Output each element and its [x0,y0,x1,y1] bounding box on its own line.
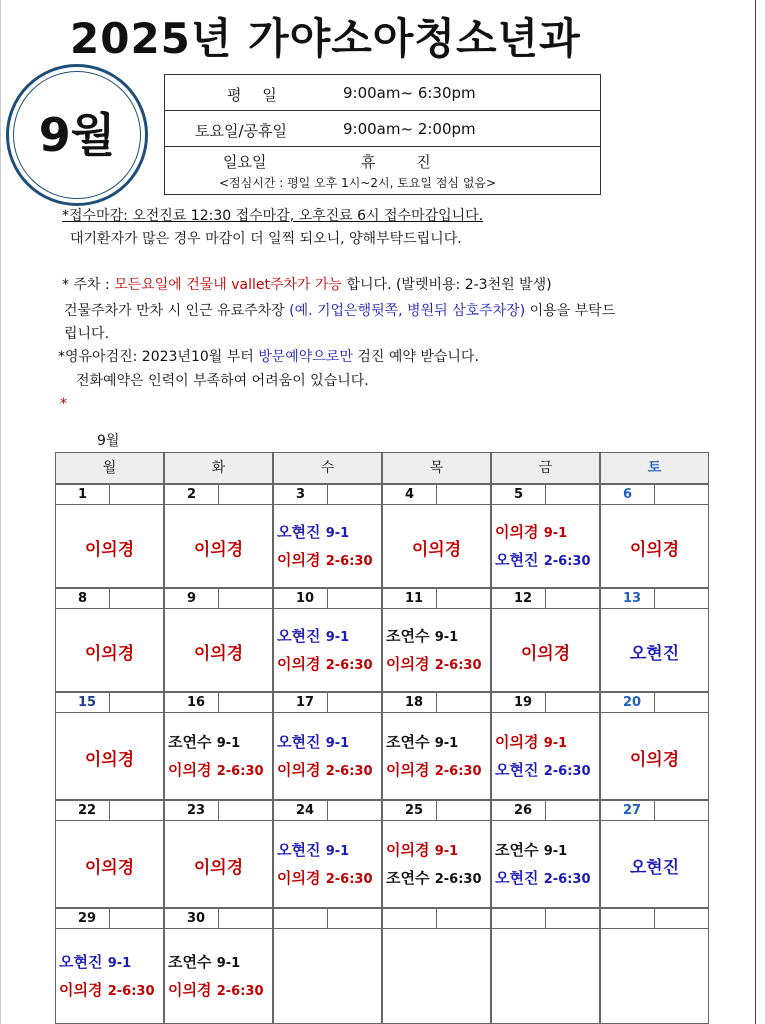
weekday-header: 금 [491,452,600,484]
doctor-full-day: 이의경 [193,858,244,878]
notice-phone: 전화예약은 인력이 부족하여 어려움이 있습니다. [76,373,369,389]
day-number-spacer [655,801,709,821]
shift-time: 2-6:30 [543,554,591,569]
weekday-header: 화 [164,452,273,484]
doctor-name: 이의경 [277,761,321,779]
parking-highlight: 모든요일에 건물내 vallet주차가 가능 [114,277,343,293]
doctor-name: 오현진 [59,953,103,971]
shift-time: 2-6:30 [325,872,373,887]
calendar-day-cell [491,800,600,908]
calendar-day-cell [164,800,273,908]
calendar-day-cell [55,588,164,692]
weekday-time: 9:00am~ 6:30pm [343,84,476,102]
morning-shift [386,625,458,646]
day-number: 22 [56,801,110,821]
day-number-spacer [110,693,164,713]
day-number-spacer [110,909,164,929]
day-number-spacer [546,589,600,609]
calendar-day-cell [382,800,491,908]
calendar-day-cell [382,908,491,1024]
notice-parking [62,275,552,295]
calendar-day-cell [164,588,273,692]
calendar-grid [55,452,711,1024]
doctor-name: 조연수 [386,733,430,751]
shift-time: 9-1 [434,844,459,859]
day-number: 9 [165,589,219,609]
shift-time: 9-1 [216,956,241,971]
morning-shift [59,951,131,972]
doctor-full-day: 이의경 [84,540,135,560]
hours-row-sunday [165,147,600,195]
doctor-full-day: 이의경 [84,750,135,770]
shift-time: 2-6:30 [434,764,482,779]
day-number-spacer [546,909,600,929]
doctor-name: 오현진 [277,523,321,541]
day-number-spacer [219,589,273,609]
calendar-day-cell [55,692,164,800]
shift-time: 2-6:30 [216,764,264,779]
doctor-full-day: 이의경 [84,644,135,664]
weekday-header: 수 [273,452,382,484]
checkup-prefix: *영유아검진: 2023년10월 부터 [58,349,259,365]
morning-shift [495,839,567,860]
morning-shift [277,839,349,860]
day-number: 24 [274,801,328,821]
doctor-name: 이의경 [277,655,321,673]
morning-shift [168,951,240,972]
sunday-value: 휴 진 [361,153,449,171]
day-number-spacer [655,909,709,929]
doctor-name: 오현진 [495,761,539,779]
day-number-spacer [328,909,382,929]
afternoon-shift [59,979,155,1000]
day-number: 17 [274,693,328,713]
doctor-name: 이의경 [168,981,212,999]
calendar-day-cell [55,908,164,1024]
doctor-name: 오현진 [277,841,321,859]
day-number-spacer [655,485,709,505]
month-badge-text: 9월 [38,108,116,162]
shift-time: 2-6:30 [434,658,482,673]
day-number: 5 [492,485,546,505]
day-number-spacer [437,801,491,821]
shift-time: 2-6:30 [325,554,373,569]
day-number: 27 [601,801,655,821]
doctor-name: 조연수 [386,627,430,645]
doctor-name: 이의경 [495,733,539,751]
notice-checkup [58,347,479,367]
hours-row-weekday [165,75,600,111]
checkup-highlight: 방문예약으로만 [258,349,353,365]
parking-suffix: 합니다. (발렛비용: 2-3천원 발생) [346,277,552,293]
parking-alt-suffix: 이용을 부탁드 [529,303,616,319]
day-number: 16 [165,693,219,713]
day-number: 12 [492,589,546,609]
day-number-spacer [655,693,709,713]
doctor-name: 이의경 [386,761,430,779]
morning-shift [386,731,458,752]
day-number [601,909,655,929]
afternoon-shift [386,867,482,888]
calendar-day-cell [491,692,600,800]
day-number: 13 [601,589,655,609]
notice-wait: 대기환자가 많은 경우 마감이 더 일찍 되오니, 양해부탁드립니다. [70,231,462,247]
doctor-name: 조연수 [168,733,212,751]
notice-deadline: *접수마감: 오전진료 12:30 접수마감, 오후진료 6시 접수마감입니다. [62,208,484,224]
day-number-spacer [328,801,382,821]
doctor-full-day: 오현진 [629,644,680,664]
shift-time: 9-1 [434,630,459,645]
shift-time: 2-6:30 [107,984,155,999]
doctor-name: 이의경 [59,981,103,999]
calendar-day-cell [600,588,709,692]
doctor-full-day: 이의경 [84,858,135,878]
day-number: 29 [56,909,110,929]
doctor-name: 조연수 [495,841,539,859]
day-number-spacer [328,485,382,505]
doctor-name: 이의경 [277,551,321,569]
afternoon-shift [168,979,264,1000]
day-number-spacer [110,485,164,505]
morning-shift [386,839,458,860]
shift-time: 9-1 [325,844,350,859]
day-number: 25 [383,801,437,821]
day-number-spacer [110,589,164,609]
afternoon-shift [277,759,373,780]
shift-time: 9-1 [543,844,568,859]
afternoon-shift [277,653,373,674]
shift-time: 9-1 [216,736,241,751]
day-number: 11 [383,589,437,609]
doctor-full-day: 이의경 [193,644,244,664]
calendar-label: 9월 [97,433,120,449]
day-number [492,909,546,929]
doctor-full-day: 이의경 [629,540,680,560]
afternoon-shift [168,759,264,780]
doctor-name: 이의경 [277,869,321,887]
afternoon-shift [386,653,482,674]
day-number-spacer [328,693,382,713]
day-number: 23 [165,801,219,821]
shift-time: 2-6:30 [325,764,373,779]
day-number: 18 [383,693,437,713]
calendar-day-cell [382,692,491,800]
day-number: 15 [56,693,110,713]
day-number-spacer [110,801,164,821]
day-number-spacer [437,909,491,929]
calendar-day-cell [164,692,273,800]
doctor-name: 조연수 [168,953,212,971]
parking-prefix: * 주차 : [62,277,115,293]
doctor-name: 오현진 [495,869,539,887]
weekday-header: 토 [600,452,709,484]
doctor-name: 오현진 [277,733,321,751]
doctor-full-day: 이의경 [520,644,571,664]
weekday-header: 목 [382,452,491,484]
doctor-full-day: 이의경 [411,540,462,560]
morning-shift [277,521,349,542]
day-number-spacer [219,693,273,713]
hours-row-saturday [165,111,600,147]
calendar-day-cell [491,588,600,692]
calendar-day-cell [273,800,382,908]
calendar-day-cell [55,484,164,588]
notice-asterisk: * [60,396,67,412]
afternoon-shift [495,867,591,888]
day-number-spacer [219,909,273,929]
day-number: 1 [56,485,110,505]
day-number: 30 [165,909,219,929]
doctor-full-day: 이의경 [193,540,244,560]
day-number-spacer [219,485,273,505]
shift-time: 9-1 [107,956,132,971]
parking-alt-prefix: 건물주차가 만차 시 인근 유료주차장 [64,303,290,319]
morning-shift [277,625,349,646]
hours-table [164,74,601,195]
afternoon-shift [495,549,591,570]
day-number: 2 [165,485,219,505]
doctor-name: 이의경 [495,523,539,541]
calendar-day-cell [164,908,273,1024]
weekday-header: 월 [55,452,164,484]
day-number-spacer [546,693,600,713]
doctor-full-day: 이의경 [629,750,680,770]
shift-time: 9-1 [543,526,568,541]
shift-time: 9-1 [434,736,459,751]
parking-alt-highlight: (예. 기업은행뒷쪽, 병원뒤 삼호주차장) [289,303,526,319]
day-number: 26 [492,801,546,821]
calendar-day-cell [273,692,382,800]
doctor-name: 이의경 [386,841,430,859]
saturday-time: 9:00am~ 2:00pm [343,120,476,138]
calendar-day-cell [55,800,164,908]
afternoon-shift [386,759,482,780]
doctor-name: 이의경 [386,655,430,673]
notice-parking-alt-end: 립니다. [64,326,110,342]
shift-time: 2-6:30 [543,764,591,779]
doctor-full-day: 오현진 [629,858,680,878]
month-badge [6,64,148,206]
calendar-day-cell [273,484,382,588]
afternoon-shift [277,867,373,888]
day-number-spacer [219,801,273,821]
shift-time: 2-6:30 [325,658,373,673]
doctor-name: 오현진 [495,551,539,569]
calendar-day-cell [382,588,491,692]
saturday-label: 토요일/공휴일 [195,122,287,140]
day-number: 20 [601,693,655,713]
checkup-suffix: 검진 예약 받습니다. [357,349,479,365]
calendar-day-cell [491,484,600,588]
day-number: 3 [274,485,328,505]
doctor-name: 오현진 [277,627,321,645]
day-number [383,909,437,929]
morning-shift [277,731,349,752]
afternoon-shift [277,549,373,570]
day-number [274,909,328,929]
doctor-name: 이의경 [168,761,212,779]
shift-time: 9-1 [325,736,350,751]
morning-shift [168,731,240,752]
calendar-day-cell [273,908,382,1024]
shift-time: 9-1 [543,736,568,751]
day-number-spacer [328,589,382,609]
morning-shift [495,521,567,542]
calendar-day-cell [600,800,709,908]
day-number: 10 [274,589,328,609]
day-number-spacer [437,693,491,713]
day-number-spacer [437,589,491,609]
calendar-day-cell [600,908,709,1024]
calendar-day-cell [491,908,600,1024]
day-number-spacer [655,589,709,609]
morning-shift [495,731,567,752]
calendar-day-cell [600,692,709,800]
day-number-spacer [546,801,600,821]
day-number: 4 [383,485,437,505]
doctor-name: 조연수 [386,869,430,887]
notice-parking-alt [64,301,615,321]
shift-time: 2-6:30 [216,984,264,999]
day-number: 8 [56,589,110,609]
shift-time: 2-6:30 [434,872,482,887]
calendar-day-cell [164,484,273,588]
calendar-day-cell [382,484,491,588]
weekday-label: 평 일 [227,86,285,104]
shift-time: 2-6:30 [543,872,591,887]
afternoon-shift [495,759,591,780]
lunch-note: <점심시간 : 평일 오후 1시~2시, 토요일 점심 없음> [219,176,497,190]
day-number-spacer [546,485,600,505]
shift-time: 9-1 [325,630,350,645]
shift-time: 9-1 [325,526,350,541]
day-number: 19 [492,693,546,713]
day-number: 6 [601,485,655,505]
sunday-label: 일요일 [223,153,267,171]
calendar-day-cell [600,484,709,588]
page-title: 2025년 가야소아청소년과 [70,14,581,63]
calendar-day-cell [273,588,382,692]
day-number-spacer [437,485,491,505]
